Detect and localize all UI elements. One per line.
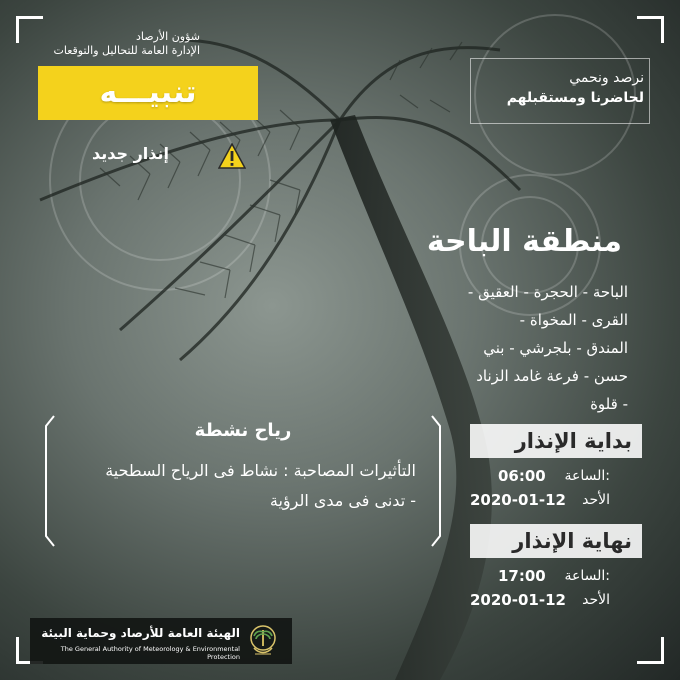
new-warning-label: إنذار جديد [92,144,170,163]
region-line: الباحة - الحجرة - العقيق - [467,283,628,301]
org-line-1: شؤون الأرصاد [135,30,200,43]
authority-name-english: The General Authority of Meteorology & Environmental Protection [60,645,240,661]
event-description [60,456,416,516]
end-date-value: 2020-01-12 [470,591,566,609]
alert-badge: تنبيـــه [38,66,258,120]
region-line: المندق - بلجرشي - بني [483,339,628,357]
frame-corner-top-right [637,16,664,43]
warning-triangle-icon [218,143,246,169]
event-desc-line-2: - تدنى فى مدى الرؤية [269,491,416,510]
start-time-value: 06:00 [498,467,546,485]
end-time-value: 17:00 [498,567,546,585]
slogan-line-1: نرصد ونحمي [569,70,644,86]
org-line-2: الإدارة العامة للتحاليل والتوقعات [53,44,200,57]
frame-corner-bottom-right [637,637,664,664]
event-title: رياح نشطة [194,420,292,441]
end-day-label: الأحد [582,592,610,608]
region-areas [428,278,628,418]
region-line: - قلوة [590,395,628,413]
region-title: منطقة الباحة [426,224,622,259]
start-day-label: الأحد [582,492,610,508]
start-warning-header: بداية الإنذار [470,424,642,458]
start-date-value: 2020-01-12 [470,491,566,509]
event-desc-line-1: التأثيرات المصاحبة : نشاط فى الرياح السطحية [105,461,416,480]
end-warning-header: نهاية الإنذار [470,524,642,558]
region-line: القرى - المخواة - [519,311,628,329]
region-line: حسن - فرعة غامد الزناد [476,367,628,385]
authority-name-arabic: الهيئة العامة للأرصاد وحماية البيئة [41,626,240,640]
palm-swords-emblem-icon [246,624,280,660]
end-time-label: الساعة: [564,568,610,584]
org-header [10,30,200,58]
start-time-label: الساعة: [564,468,610,484]
slogan-line-2: لحاضرنا ومستقبلهم [506,90,644,106]
